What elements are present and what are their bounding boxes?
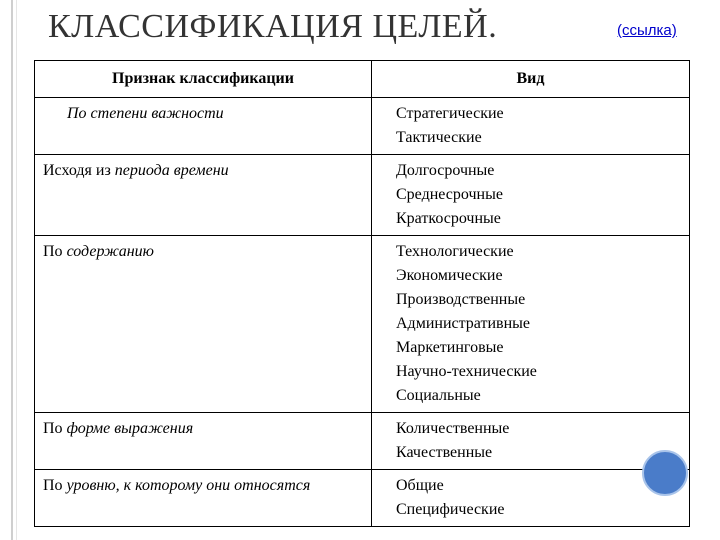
kind-item: Стратегические — [396, 105, 504, 122]
kind-item: Технологические — [396, 243, 514, 260]
kind-item: Специфические — [396, 501, 505, 518]
kind-item: Тактические — [396, 129, 482, 146]
classification-table — [34, 60, 690, 527]
criterion-italic: уровню, к которому они относятся — [66, 477, 311, 494]
kind-item: Производственные — [396, 291, 526, 308]
kind-item: Среднесрочные — [396, 186, 503, 203]
table-row — [35, 236, 690, 413]
table-row — [35, 98, 690, 155]
kind-item: Научно-технические — [396, 363, 537, 380]
kinds-cell — [372, 236, 690, 413]
table-row — [35, 470, 690, 527]
criterion-cell — [35, 470, 372, 527]
criterion-text — [43, 474, 363, 498]
kind-item: Количественные — [396, 420, 510, 437]
reference-link[interactable]: (ссылка) — [617, 22, 677, 39]
navigation-circle-button[interactable] — [642, 450, 688, 496]
criterion-italic: периода времени — [114, 162, 229, 179]
left-border-rule — [11, 0, 13, 540]
criterion-prefix: По — [43, 420, 67, 437]
criterion-cell — [35, 236, 372, 413]
slide-title: КЛАССИФИКАЦИЯ ЦЕЛЕЙ. — [48, 8, 498, 45]
kinds-cell — [372, 155, 690, 236]
kind-item: Экономические — [396, 267, 503, 284]
criterion-prefix: По — [43, 243, 67, 260]
kind-item: Краткосрочные — [396, 210, 501, 227]
left-border-rule-inner — [16, 0, 17, 540]
table-row — [35, 155, 690, 236]
kind-item: Маркетинговые — [396, 339, 504, 356]
kind-item: Общие — [396, 477, 444, 494]
criterion-cell — [35, 98, 372, 155]
kind-item: Административные — [396, 315, 531, 332]
criterion-prefix: Исходя из — [43, 162, 115, 179]
table-header-row — [35, 61, 690, 98]
kind-item: Долгосрочные — [396, 162, 495, 179]
header-kind: Вид — [372, 61, 690, 98]
criterion-italic: По степени важности — [67, 105, 224, 122]
kind-item: Качественные — [396, 444, 493, 461]
criterion-cell — [35, 155, 372, 236]
criterion-cell — [35, 413, 372, 470]
kinds-cell — [372, 413, 690, 470]
kind-item: Социальные — [396, 387, 481, 404]
criterion-prefix: По — [43, 477, 67, 494]
kinds-cell — [372, 98, 690, 155]
criterion-italic: форме выражения — [66, 420, 194, 437]
table-row — [35, 413, 690, 470]
header-criterion: Признак классификации — [35, 61, 372, 98]
criterion-italic: содержанию — [66, 243, 154, 260]
